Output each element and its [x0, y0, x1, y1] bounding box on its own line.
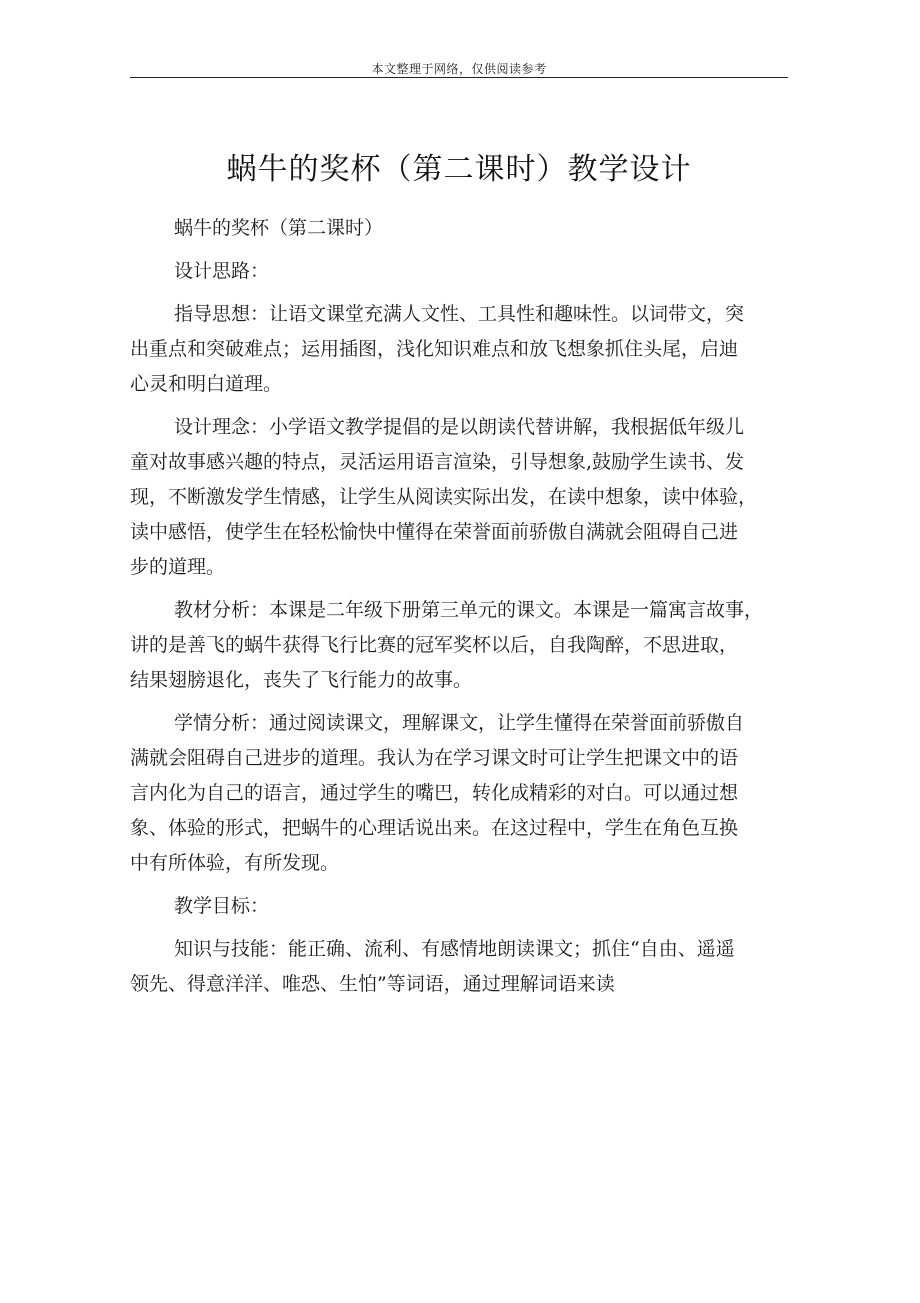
text-line: 设计思路： [174, 260, 270, 282]
document-title: 蜗牛的奖杯（第二课时）教学设计 [226, 152, 692, 187]
text-line: 步的道理。 [130, 556, 226, 578]
text-line: 设计理念：小学语文教学提倡的是以朗读代替讲解，我根据低年级儿 [174, 416, 745, 438]
text-line: 讲的是善飞的蜗牛获得飞行比赛的冠军奖杯以后，自我陶醉，不思进取， [130, 634, 739, 656]
text-line: 指导思想：让语文课堂充满人文性、工具性和趣味性。以词带文，突 [174, 303, 745, 325]
text-line: 知识与技能：能正确、流利、有感情地朗读课文；抓住“自由、遥遥 [174, 938, 735, 960]
paragraph-design-concept [130, 410, 788, 585]
text-line: 读中感悟，使学生在轻松愉快中懂得在荣誉面前骄傲自满就会阻碍自己进 [130, 521, 739, 543]
text-line: 教学目标： [174, 895, 270, 917]
paragraph-student-analysis [130, 706, 788, 881]
text-line: 现，不断激发学生情感，让学生从阅读实际出发，在读中想象，读中体验， [130, 486, 758, 508]
header-divider [130, 77, 788, 78]
text-line: 童对故事感兴趣的特点，灵活运用语言渲染，引导想象,鼓励学生读书、发 [130, 451, 745, 473]
paragraph-guiding-thought [130, 297, 788, 402]
text-line: 结果翅膀退化，丧失了飞行能力的故事。 [130, 669, 473, 691]
paragraph-material-analysis [130, 593, 788, 698]
paragraph-teaching-goals-heading [130, 889, 788, 924]
paragraph-design-idea-heading [130, 254, 788, 289]
text-line: 中有所体验，有所发现。 [130, 852, 340, 874]
text-line: 领先、得意洋洋、唯恐、生怕”等词语，通过理解词语来读 [130, 973, 615, 995]
text-line: 学情分析：通过阅读课文，理解课文，让学生懂得在荣誉面前骄傲自 [174, 712, 745, 734]
header-note: 本文整理于网络，仅供阅读参考 [371, 62, 547, 76]
text-line: 满就会阻碍自己进步的道理。我认为在学习课文时可让学生把课文中的语 [130, 747, 739, 769]
paragraph-knowledge-skills [130, 932, 788, 1002]
text-line: 教材分析：本课是二年级下册第三单元的课文。本课是一篇寓言故事， [174, 599, 764, 621]
text-line: 象、体验的形式，把蜗牛的心理话说出来。在这过程中，学生在角色互换 [130, 817, 739, 839]
text-line: 出重点和突破难点；运用插图，浅化知识难点和放飞想象抓住头尾，启迪 [130, 338, 739, 360]
text-line: 心灵和明白道理。 [130, 373, 283, 395]
text-line: 蜗牛的奖杯（第二课时） [174, 217, 384, 239]
document-body [130, 211, 788, 1010]
paragraph-lesson-name [130, 211, 788, 246]
text-line: 言内化为自己的语言，通过学生的嘴巴，转化成精彩的对白。可以通过想 [130, 782, 739, 804]
